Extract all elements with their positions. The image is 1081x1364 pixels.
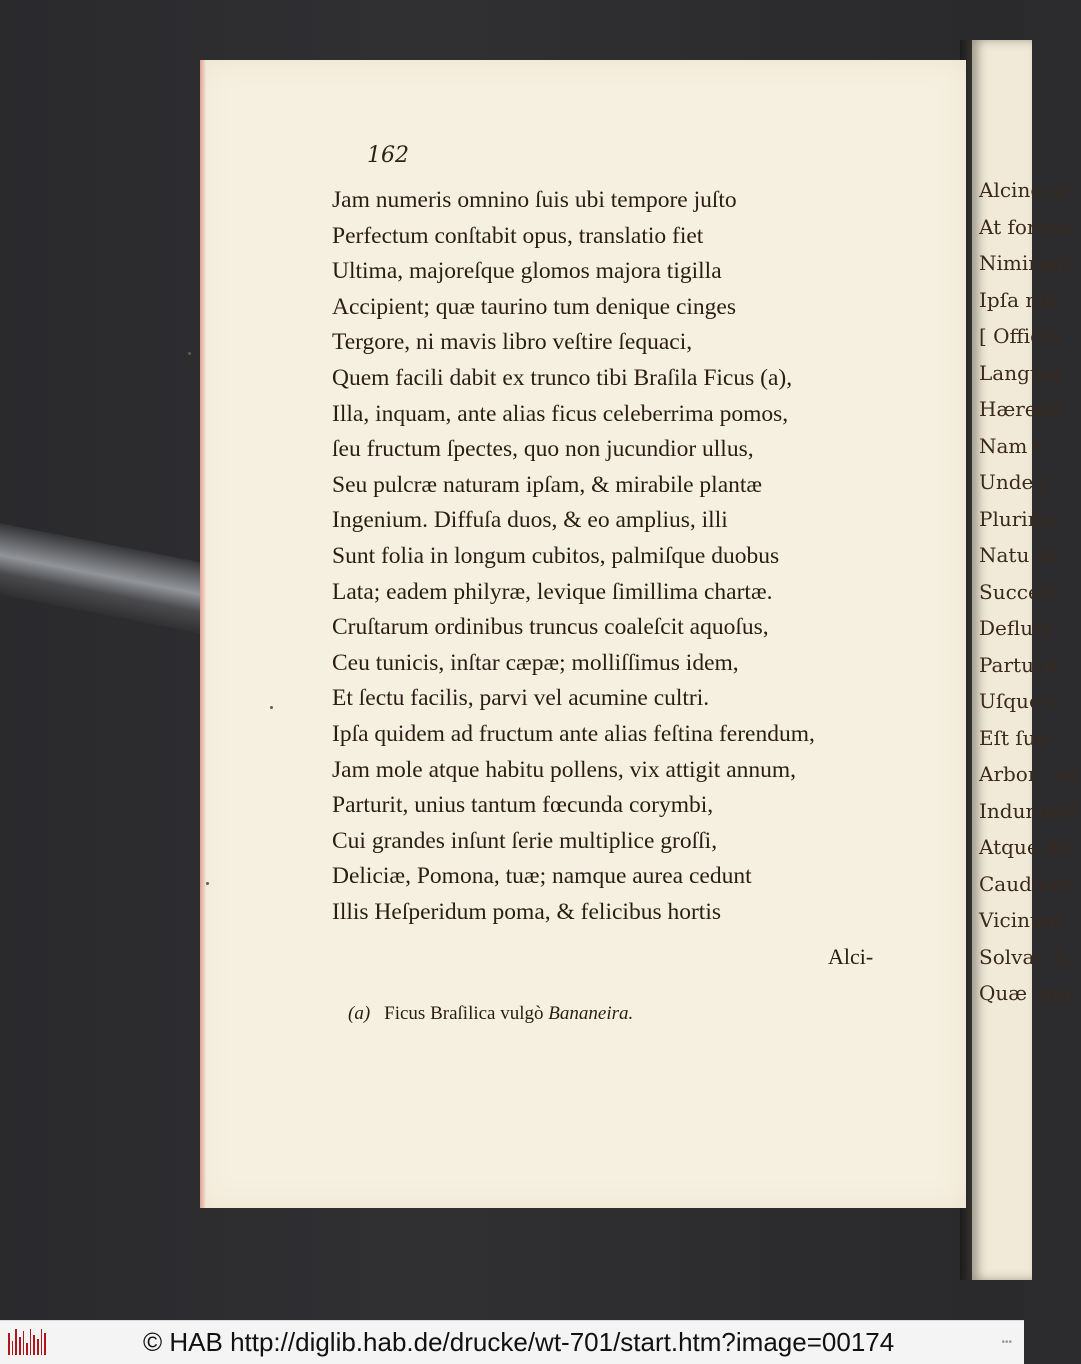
- facing-page-line: Quæ non: [979, 981, 1072, 1005]
- footnote-marker: (a): [348, 1003, 371, 1024]
- facing-page-line: [ Officio: [979, 324, 1060, 348]
- footer-mark: •••: [1001, 1337, 1012, 1348]
- footer-credit: © HAB http://diglib.hab.de/drucke/wt-701/start.htm?image=00174: [143, 1327, 895, 1357]
- verse-line: Lata; eadem philyræ, levique ſimillima chartæ.: [332, 578, 773, 605]
- verse-line: Jam mole atque habitu pollens, vix attigit annum,: [332, 756, 797, 783]
- facing-page-line: Arbor : ea: [979, 762, 1081, 786]
- facing-page-line: Eſt ſuu: [979, 725, 1049, 750]
- facing-page-line: Plurima: [979, 506, 1059, 531]
- facing-page-line: Unde ſ: [979, 470, 1048, 494]
- verse-line: Ingenium. Diffuſa duos, & eo amplius, illi: [332, 507, 728, 534]
- facing-page-line: Succed: [979, 579, 1053, 604]
- facing-page-line: Defluxi: [979, 616, 1051, 640]
- page-number: 162: [367, 143, 409, 168]
- paper-speck: [188, 352, 191, 355]
- verse-line: Cui grandes inſunt ſerie multiplice groſſi,: [332, 827, 718, 854]
- footer-bar: [0, 1320, 1024, 1364]
- verse-line: Parturit, unius tantum fœcunda corymbi,: [332, 792, 714, 819]
- verse-line: Cruſtarum ordinibus truncus coaleſcit aquoſus,: [332, 614, 769, 641]
- verse-line: Accipient; quæ taurino tum denique cinges: [332, 293, 736, 320]
- verse-line: Et ſectu facilis, parvi vel acumine cultri.: [332, 685, 710, 712]
- verse-line: Deliciæ, Pomona, tuæ; namque aurea cedunt: [332, 863, 752, 890]
- verse-line: Illis Heſperidum poma, & felicibus hortis: [332, 898, 721, 925]
- facing-page-line: Nimirum: [979, 251, 1070, 275]
- footnote-term: Bananeira.: [548, 1003, 634, 1024]
- paper-speck: [270, 706, 273, 709]
- footnote: [348, 1003, 633, 1025]
- facing-page-line: Caudicea: [979, 871, 1074, 896]
- verse-line: Seu pulcræ naturam ipſam, & mirabile plantæ: [332, 471, 763, 498]
- verse-line: Illa, inquam, ante alias ficus celeberrima pomos,: [332, 400, 789, 427]
- verse-line: Perfectum conſtabit opus, translatio fiet: [332, 222, 704, 249]
- verse-line: Quem facili dabit ex trunco tibi Braſila Ficus (a),: [332, 364, 793, 391]
- facing-page-line: Hærede: [979, 397, 1062, 421]
- facing-page-line: Indument: [979, 798, 1078, 823]
- verse-line: ſeu fructum ſpectes, quo non jucundior ullus,: [332, 436, 754, 463]
- verse-line: Jam numeris omnino ſuis ubi tempore juſto: [332, 187, 737, 213]
- verse-line: Ipſa quidem ad fructum ante alias feſtina ferendum,: [332, 720, 815, 747]
- page-edge: [200, 60, 206, 1208]
- paper-speck: [206, 882, 209, 885]
- facing-page-line: Uſque v: [979, 689, 1059, 713]
- facing-page-line: Parturit: [979, 652, 1058, 677]
- facing-page-line: At fortita: [979, 214, 1071, 239]
- facing-page-line: Alcinoi q: [979, 178, 1068, 202]
- facing-page-line: Solvat, S: [979, 944, 1069, 969]
- verse-line: Ceu tunicis, inſtar cæpæ; molliſſimus idem,: [332, 649, 739, 676]
- verse-block: [332, 183, 912, 930]
- hab-logo-icon: [8, 1329, 46, 1355]
- facing-page-line: Languid: [979, 360, 1062, 385]
- facing-page-line: Nam ſ: [979, 433, 1042, 458]
- facing-page: [972, 40, 1081, 1280]
- facing-page-line: Atque ita: [979, 835, 1072, 859]
- footnote-text: Ficus Braſilica vulgò: [384, 1003, 544, 1024]
- facing-page-line: Ipſa mo: [979, 287, 1057, 312]
- verse-line: Ultima, majoreſque glomos majora tigilla: [332, 258, 722, 285]
- verse-line: Tergore, ni mavis libro veſtire ſequaci,: [332, 329, 693, 356]
- facing-page-line: Vicinum: [979, 908, 1062, 932]
- catchword: Alci-: [828, 944, 874, 969]
- verse-line: Sunt folia in longum cubitos, palmiſque duobus: [332, 542, 780, 569]
- facing-page-line: Natu al: [979, 543, 1055, 567]
